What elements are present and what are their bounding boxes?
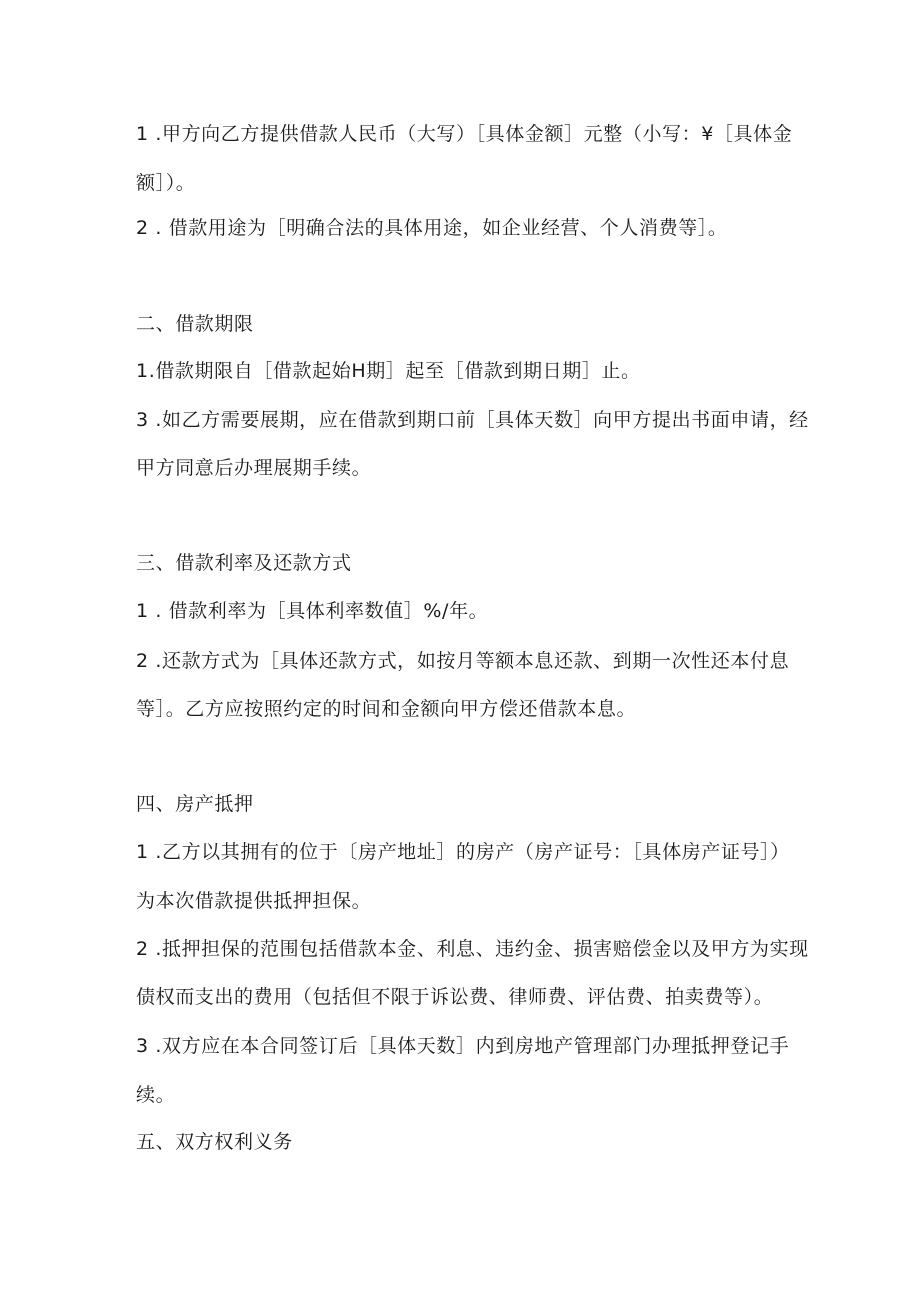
loan-purpose-clause: 2 . 借款用途为［明确合法的具体用途，如企业经营、个人消费等］。: [136, 217, 728, 239]
section-heading-loan-term: 二、借款期限: [136, 313, 254, 335]
loan-amount-clause-line1: 1 .甲方向乙方提供借款人民币（大写）［具体金额］元整（小写：¥［具体金: [136, 123, 793, 145]
mortgage-property-clause-line2: 为本次借款提供抵押担保。: [136, 890, 372, 912]
mortgage-registration-clause-line1: 3 .双方应在本合同签订后［具体天数］内到房地产管理部门办理抵押登记手: [136, 1035, 790, 1057]
mortgage-registration-clause-line2: 续。: [136, 1084, 176, 1106]
mortgage-scope-clause-line2: 债权而支出的费用（包括但不限于诉讼费、律师费、评估费、拍卖费等）。: [136, 986, 774, 1008]
loan-amount-clause-line2: 额］）。: [136, 172, 196, 194]
section-heading-interest-repayment: 三、借款利率及还款方式: [136, 552, 352, 574]
mortgage-scope-clause-line1: 2 .抵押担保的范围包括借款本金、利息、违约金、损害赔偿金以及甲方为实现: [136, 938, 809, 960]
loan-term-clause: 1.借款期限自［借款起始H期］起至［借款到期日期］止。: [136, 360, 641, 382]
section-heading-rights-obligations: 五、双方权利义务: [136, 1131, 293, 1153]
extension-clause-line1: 3 .如乙方需要展期，应在借款到期口前［具体天数］向甲方提出书面申请，经: [136, 409, 809, 431]
extension-clause-line2: 甲方同意后办理展期手续。: [136, 457, 372, 479]
repayment-method-clause-line2: 等］。乙方应按照约定的时间和金额向甲方偿还借款本息。: [136, 698, 637, 720]
repayment-method-clause-line1: 2 .还款方式为［具体还款方式，如按月等额本息还款、到期一次性还本付息: [136, 650, 790, 672]
mortgage-property-clause-line1: 1 .乙方以其拥有的位于〔房产地址］的房产（房产证号：［具体房产证号］）: [136, 841, 790, 863]
interest-rate-clause: 1 . 借款利率为［具体利率数值］%/年。: [136, 600, 489, 622]
section-heading-property-mortgage: 四、房产抵押: [136, 793, 254, 815]
